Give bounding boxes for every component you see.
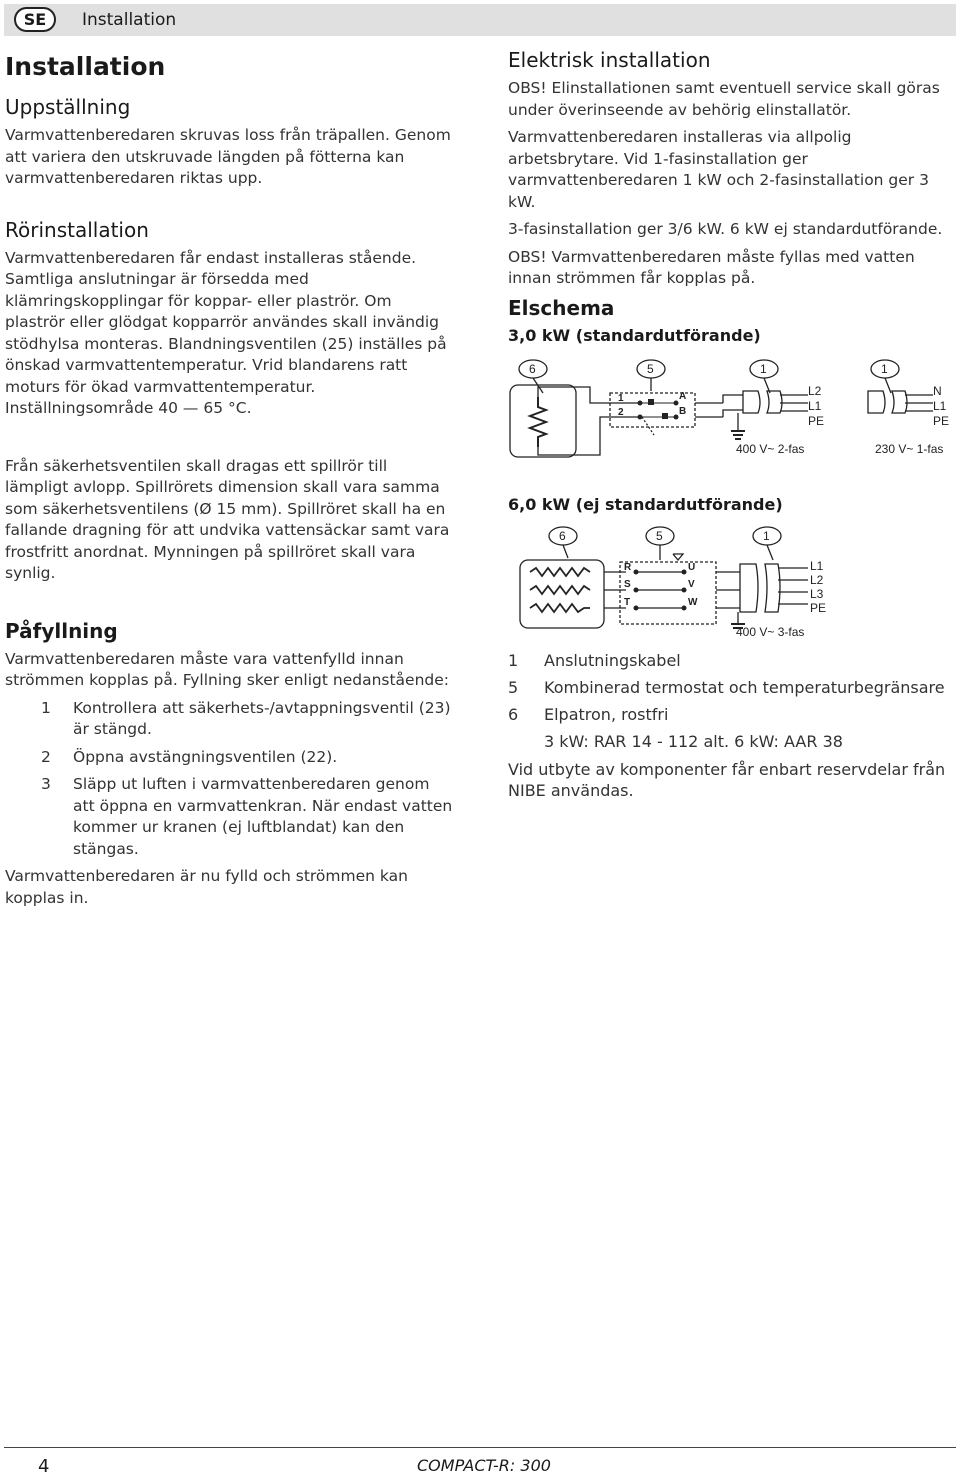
pafyllning-outro: Varmvattenberedaren är nu fylld och strömmen kan kopplas in. [5, 867, 408, 907]
right-column [508, 48, 958, 808]
legend-item [508, 704, 958, 726]
d2-wire-l2: L2 [810, 572, 824, 587]
d1-terminal-b: B [679, 405, 687, 417]
language-badge: SE [14, 7, 56, 32]
d2-terminal-w: W [688, 596, 698, 608]
d2-wire-l3: L3 [810, 586, 824, 601]
d1-label-5: 5 [647, 361, 654, 376]
legend-item [508, 650, 958, 672]
d1-wire-l2: L2 [808, 383, 822, 398]
section-heading-elschema: Elschema [508, 295, 615, 320]
d1-label-1b: 1 [881, 361, 888, 376]
page-title: Installation [5, 52, 166, 81]
legend-text: Anslutningskabel [544, 650, 681, 670]
legend-number: 1 [508, 650, 519, 670]
elektrisk-p4: OBS! Varmvattenberedaren måste fyllas med vatten innan strömmen får kopplas på. [508, 247, 915, 287]
d2-terminal-s: S [624, 578, 631, 590]
legend-number: 5 [508, 677, 519, 697]
step-number: 1 [41, 698, 51, 717]
d2-terminal-u: U [688, 561, 696, 573]
d1-supply-2fas: 400 V~ 2-fas [736, 441, 805, 456]
d1-terminal-1: 1 [618, 392, 624, 404]
d2-wire-pe: PE [810, 600, 827, 615]
legend-text: Elpatron, rostfri [544, 704, 669, 724]
elektrisk-p3: 3-fasinstallation ger 3/6 kW. 6 kW ej standardutförande. [508, 220, 943, 238]
d2-terminal-t: T [624, 596, 631, 608]
section-heading-rorinstallation: Rörinstallation [5, 217, 149, 242]
d2-label-6: 6 [559, 528, 566, 543]
diagram-1-title: 3,0 kW (standardutförande) [508, 325, 761, 345]
section-heading-uppstallning: Uppställning [5, 95, 131, 119]
step-text: Öppna avstängningsventilen (22). [73, 747, 338, 766]
d2-label-1: 1 [763, 528, 770, 543]
d1-wire-peb: PE [933, 413, 950, 428]
d1-wire-pe: PE [808, 413, 825, 428]
page-header [4, 4, 956, 36]
product-name: COMPACT-R: 300 [417, 1456, 551, 1475]
legend-text: Kombinerad termostat och temperaturbegränsare [544, 677, 945, 697]
rorinstallation-text-1: Varmvattenberedaren får endast installeras stående. Samtliga anslutningar är försedda med klämringskopplingar för koppar- eller plaströr. Om plaströr eller glödgat kopparrör användes skall invändig stödhylsa monteras. Blandningsventilen (25) inställes på önskad varmvattentemperatur. Vrid blandarens ratt moturs för ökad varmvattentemperatur. Inställningsområde 40 — 65 °C. [5, 248, 447, 417]
fill-steps [5, 698, 455, 861]
d1-terminal-a: A [679, 390, 687, 402]
step-number: 2 [41, 747, 51, 766]
step-text: Släpp ut luften i varmvattenberedaren genom att öppna en varmvattenkran. När endast vatten kommer ur kranen (ej luftblandat) kan den stängas. [73, 775, 453, 858]
header-title: Installation [82, 10, 177, 30]
fill-step [5, 774, 455, 860]
footer-divider [4, 1447, 956, 1448]
d1-supply-1fas: 230 V~ 1-fas [875, 441, 944, 456]
page-number: 4 [38, 1456, 50, 1477]
rorinstallation-text-2: Från säkerhetsventilen skall dragas ett spillrör till lämpligt avlopp. Spillrörets dimension skall vara samma som säkerhetsventilens (Ø 15 mm). Spillröret skall ha en fallande dragning för att undvika vattensäckar samt vara frostfritt anordnat. Mynningen på spillröret skall vara synlig. [5, 456, 450, 582]
fill-step [5, 747, 455, 769]
wiring-diagram-6kw [508, 524, 958, 642]
step-number: 3 [41, 775, 51, 793]
d1-terminal-2: 2 [618, 406, 624, 418]
d1-wire-n: N [933, 383, 942, 398]
section-heading-pafyllning: Påfyllning [5, 618, 118, 643]
fill-step [5, 698, 455, 741]
d1-label-1a: 1 [760, 361, 767, 376]
d2-wire-l1: L1 [810, 558, 824, 573]
d2-label-5: 5 [656, 528, 663, 543]
d1-wire-l1b: L1 [933, 398, 947, 413]
legend-number: 6 [508, 704, 519, 724]
d1-label-6: 6 [529, 361, 536, 376]
d2-supply-3fas: 400 V~ 3-fas [736, 624, 805, 639]
component-legend [508, 650, 958, 753]
d2-terminal-v: V [688, 578, 695, 590]
step-text: Kontrollera att säkerhets-/avtappningsventil (23) är stängd. [73, 698, 451, 738]
d2-terminal-r: R [624, 561, 632, 573]
elektrisk-p2: Varmvattenberedaren installeras via allpolig arbetsbrytare. Vid 1-fasinstallation ger varmvattenberedaren 1 kW och 2-fasinstallation ger 3 kW. [508, 128, 929, 211]
legend-item [508, 677, 958, 699]
section-heading-elektrisk: Elektrisk installation [508, 48, 711, 72]
spare-parts-note: Vid utbyte av komponenter får enbart reservdelar från NIBE användas. [508, 759, 946, 800]
wiring-diagram-3kw [508, 355, 958, 475]
diagram-2-title: 6,0 kW (ej standardutförande) [508, 494, 783, 514]
left-column [5, 48, 455, 915]
uppstallning-text: Varmvattenberedaren skruvas loss från träpallen. Genom att variera den utskruvade längden på fötterna kan varmvattenberedaren riktas upp. [5, 126, 451, 187]
d1-wire-l1: L1 [808, 398, 822, 413]
elektrisk-p1: OBS! Elinstallationen samt eventuell service skall göras under överinseende av behörig elinstallatör. [508, 79, 940, 119]
legend-subtext: 3 kW: RAR 14 - 112 alt. 6 kW: AAR 38 [544, 731, 843, 751]
pafyllning-intro: Varmvattenberedaren måste vara vattenfylld innan strömmen kopplas på. Fyllning sker enligt nedanstående: [5, 649, 450, 689]
